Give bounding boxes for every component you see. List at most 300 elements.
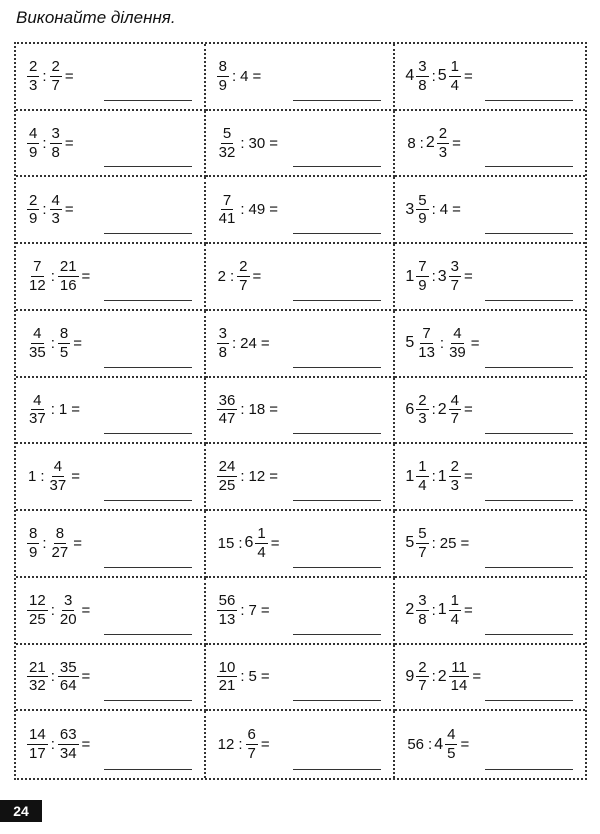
number: 56 bbox=[407, 736, 425, 754]
fraction-body bbox=[48, 459, 69, 494]
answer-line[interactable] bbox=[485, 300, 573, 301]
answer-line[interactable] bbox=[293, 100, 381, 101]
equals-sign: = bbox=[460, 736, 470, 754]
fraction-body bbox=[416, 193, 428, 228]
division-sign: : bbox=[232, 67, 237, 85]
equals-sign: = bbox=[472, 668, 482, 686]
expression bbox=[405, 193, 463, 228]
fraction-body bbox=[27, 660, 48, 695]
answer-line[interactable] bbox=[485, 166, 573, 167]
expression bbox=[216, 259, 264, 294]
number: 24 bbox=[240, 334, 257, 352]
numerator: 2 bbox=[438, 124, 448, 142]
whole-part: 2 bbox=[405, 601, 415, 619]
fraction-body bbox=[255, 526, 267, 561]
exercise-cell bbox=[206, 444, 396, 511]
answer-line[interactable] bbox=[104, 100, 192, 101]
answer-line[interactable] bbox=[293, 300, 381, 301]
fraction bbox=[216, 393, 239, 428]
answer-line[interactable] bbox=[104, 166, 192, 167]
equals-sign: = bbox=[260, 334, 270, 352]
fraction bbox=[216, 126, 239, 161]
number: 4 bbox=[439, 201, 449, 219]
expression bbox=[26, 193, 76, 228]
exercise-cell bbox=[16, 578, 206, 645]
whole-part: 2 bbox=[437, 400, 447, 418]
whole-part: 9 bbox=[405, 667, 415, 685]
answer-line[interactable] bbox=[293, 233, 381, 234]
fraction-body bbox=[217, 660, 238, 695]
fraction-body bbox=[27, 593, 48, 628]
denominator: 13 bbox=[418, 343, 435, 361]
fraction-body bbox=[27, 727, 48, 762]
equals-sign: = bbox=[452, 134, 461, 152]
denominator: 3 bbox=[438, 143, 448, 161]
fraction bbox=[57, 326, 71, 361]
expression bbox=[26, 727, 92, 762]
number: 25 bbox=[439, 534, 457, 552]
answer-line[interactable] bbox=[104, 233, 192, 234]
numerator: 14 bbox=[29, 726, 46, 744]
answer-line[interactable] bbox=[485, 233, 573, 234]
exercise-cell bbox=[395, 378, 585, 445]
numerator: 7 bbox=[422, 325, 431, 343]
numerator: 4 bbox=[453, 325, 462, 343]
answer-line[interactable] bbox=[485, 700, 573, 701]
fraction-body bbox=[27, 193, 39, 228]
equals-sign: = bbox=[464, 268, 473, 286]
expression bbox=[216, 727, 272, 762]
exercise-cell bbox=[206, 244, 396, 311]
answer-line[interactable] bbox=[104, 634, 192, 635]
fraction-body bbox=[50, 193, 62, 228]
whole-part: 1 bbox=[437, 467, 447, 485]
answer-line[interactable] bbox=[104, 367, 192, 368]
denominator: 32 bbox=[29, 677, 46, 695]
division-sign: : bbox=[230, 268, 235, 286]
denominator: 3 bbox=[51, 210, 60, 228]
expression bbox=[405, 593, 474, 628]
answer-line[interactable] bbox=[485, 100, 573, 101]
division-sign: : bbox=[42, 534, 47, 552]
denominator: 3 bbox=[418, 410, 427, 428]
fraction bbox=[26, 193, 40, 228]
equals-sign: = bbox=[64, 134, 74, 152]
expression bbox=[216, 126, 280, 161]
number: 4 bbox=[240, 67, 249, 85]
fraction bbox=[26, 326, 49, 361]
division-sign: : bbox=[240, 201, 245, 219]
numerator: 3 bbox=[51, 124, 60, 142]
number: 49 bbox=[248, 201, 266, 219]
division-sign: : bbox=[232, 334, 237, 352]
fraction bbox=[49, 193, 63, 228]
whole-part: 1 bbox=[405, 467, 415, 485]
numerator: 3 bbox=[418, 58, 427, 76]
equals-sign: = bbox=[81, 736, 91, 754]
denominator: 14 bbox=[450, 677, 468, 695]
expression bbox=[405, 393, 474, 428]
fraction-body bbox=[217, 59, 229, 94]
exercise-cell bbox=[395, 444, 585, 511]
division-sign: : bbox=[428, 736, 433, 754]
mixed-number bbox=[405, 326, 438, 361]
fraction-body bbox=[58, 660, 79, 695]
expression bbox=[26, 59, 76, 94]
answer-line[interactable] bbox=[293, 433, 381, 434]
answer-line[interactable] bbox=[293, 769, 381, 770]
numerator: 21 bbox=[59, 258, 77, 276]
division-sign: : bbox=[431, 401, 436, 419]
expression bbox=[405, 727, 471, 762]
division-sign: : bbox=[419, 134, 424, 152]
answer-line[interactable] bbox=[293, 567, 381, 568]
numerator: 4 bbox=[51, 191, 60, 209]
denominator: 3 bbox=[450, 477, 459, 495]
exercise-cell bbox=[395, 311, 585, 378]
whole-part: 1 bbox=[405, 267, 415, 285]
division-sign: : bbox=[439, 334, 445, 352]
fraction bbox=[26, 593, 49, 628]
division-sign: : bbox=[240, 134, 245, 152]
denominator: 39 bbox=[449, 343, 466, 361]
division-sign: : bbox=[240, 601, 245, 619]
denominator: 17 bbox=[29, 745, 46, 763]
expression bbox=[26, 526, 84, 561]
fraction bbox=[26, 727, 49, 762]
fraction-body bbox=[237, 259, 249, 294]
denominator: 5 bbox=[447, 745, 456, 763]
denominator: 7 bbox=[239, 277, 248, 295]
fraction bbox=[216, 59, 230, 94]
equals-sign: = bbox=[464, 401, 473, 419]
equals-sign: = bbox=[81, 668, 91, 686]
numerator: 3 bbox=[218, 325, 227, 343]
denominator: 25 bbox=[29, 610, 46, 628]
fraction-body bbox=[449, 59, 461, 94]
numerator: 5 bbox=[418, 191, 427, 209]
fraction bbox=[216, 660, 239, 695]
numerator: 10 bbox=[218, 658, 236, 676]
denominator: 4 bbox=[450, 610, 459, 628]
answer-line[interactable] bbox=[104, 769, 192, 770]
exercise-cell bbox=[395, 711, 585, 778]
fraction bbox=[49, 126, 63, 161]
whole-part: 5 bbox=[405, 534, 415, 552]
whole-part: 1 bbox=[437, 601, 447, 619]
fraction bbox=[26, 126, 40, 161]
numerator: 7 bbox=[418, 258, 427, 276]
fraction bbox=[26, 259, 49, 294]
number: 5 bbox=[248, 668, 257, 686]
mixed-number bbox=[405, 526, 429, 561]
whole-part: 5 bbox=[405, 334, 415, 352]
denominator: 7 bbox=[418, 543, 427, 561]
division-sign: : bbox=[50, 668, 55, 686]
expression bbox=[405, 660, 483, 695]
exercise-cell bbox=[206, 44, 396, 111]
answer-line[interactable] bbox=[485, 769, 573, 770]
answer-line[interactable] bbox=[104, 433, 192, 434]
numerator: 21 bbox=[29, 658, 46, 676]
mixed-number bbox=[405, 193, 429, 228]
numerator: 12 bbox=[29, 591, 46, 609]
expression bbox=[26, 593, 92, 628]
denominator: 27 bbox=[51, 543, 69, 561]
answer-line[interactable] bbox=[104, 500, 192, 501]
fraction-body bbox=[58, 593, 79, 628]
equals-sign: = bbox=[464, 601, 473, 619]
division-sign: : bbox=[50, 401, 55, 419]
exercise-cell bbox=[206, 645, 396, 712]
mixed-number bbox=[438, 59, 462, 94]
fraction-body bbox=[445, 727, 457, 762]
numerator: 56 bbox=[218, 591, 236, 609]
denominator: 37 bbox=[49, 477, 67, 495]
division-sign: : bbox=[42, 201, 47, 219]
denominator: 8 bbox=[218, 343, 227, 361]
denominator: 7 bbox=[418, 677, 427, 695]
fraction bbox=[26, 526, 40, 561]
exercise-cell bbox=[395, 645, 585, 712]
fraction bbox=[49, 59, 63, 94]
division-sign: : bbox=[40, 468, 45, 486]
denominator: 4 bbox=[418, 477, 427, 495]
fraction-body bbox=[437, 126, 449, 161]
expression bbox=[216, 593, 272, 628]
expression bbox=[26, 393, 82, 428]
denominator: 47 bbox=[218, 410, 236, 428]
denominator: 35 bbox=[29, 343, 46, 361]
mixed-number bbox=[405, 593, 429, 628]
division-sign: : bbox=[42, 134, 47, 152]
expression bbox=[216, 459, 280, 494]
division-sign: : bbox=[431, 534, 436, 552]
fraction-body bbox=[416, 393, 428, 428]
mixed-number bbox=[438, 459, 462, 494]
fraction-body bbox=[27, 326, 48, 361]
page-title: Виконайте ділення. bbox=[16, 8, 176, 27]
mixed-number bbox=[434, 727, 458, 762]
fraction-body bbox=[217, 126, 238, 161]
denominator: 34 bbox=[59, 745, 77, 763]
expression bbox=[216, 326, 272, 361]
exercise-cell bbox=[395, 111, 585, 178]
numerator: 2 bbox=[29, 58, 38, 76]
denominator: 8 bbox=[418, 610, 427, 628]
fraction bbox=[216, 459, 239, 494]
denominator: 9 bbox=[29, 210, 38, 228]
answer-line[interactable] bbox=[293, 700, 381, 701]
division-sign: : bbox=[240, 468, 245, 486]
numerator: 2 bbox=[239, 258, 248, 276]
fraction bbox=[216, 326, 230, 361]
denominator: 20 bbox=[59, 610, 77, 628]
number: 8 bbox=[407, 134, 416, 152]
fraction-body bbox=[58, 259, 79, 294]
fraction-body bbox=[50, 526, 71, 561]
division-sign: : bbox=[50, 334, 55, 352]
answer-line[interactable] bbox=[485, 500, 573, 501]
denominator: 21 bbox=[218, 677, 236, 695]
division-sign: : bbox=[50, 268, 55, 286]
numerator: 24 bbox=[218, 458, 236, 476]
exercise-cell bbox=[16, 645, 206, 712]
whole-part: 4 bbox=[405, 67, 415, 85]
denominator: 37 bbox=[29, 410, 46, 428]
division-sign: : bbox=[238, 534, 243, 552]
division-sign: : bbox=[431, 201, 436, 219]
expression bbox=[405, 259, 474, 294]
numerator: 4 bbox=[447, 726, 456, 744]
fraction-body bbox=[449, 459, 461, 494]
answer-line[interactable] bbox=[104, 300, 192, 301]
division-sign: : bbox=[431, 601, 436, 619]
equals-sign: = bbox=[269, 134, 278, 152]
division-sign: : bbox=[50, 601, 55, 619]
exercise-cell bbox=[395, 44, 585, 111]
whole-part: 3 bbox=[437, 267, 447, 285]
denominator: 9 bbox=[29, 543, 38, 561]
numerator: 4 bbox=[33, 391, 42, 409]
denominator: 3 bbox=[29, 76, 38, 94]
number: 1 bbox=[28, 468, 37, 486]
denominator: 25 bbox=[218, 477, 236, 495]
exercise-cell bbox=[206, 177, 396, 244]
equals-sign: = bbox=[81, 268, 91, 286]
answer-line[interactable] bbox=[293, 166, 381, 167]
mixed-number bbox=[426, 126, 450, 161]
numerator: 6 bbox=[247, 726, 256, 744]
expression bbox=[216, 526, 282, 561]
equals-sign: = bbox=[460, 534, 470, 552]
equals-sign: = bbox=[64, 67, 74, 85]
fraction-body bbox=[27, 126, 39, 161]
fraction-body bbox=[449, 593, 461, 628]
numerator: 2 bbox=[51, 58, 60, 76]
answer-line[interactable] bbox=[485, 567, 573, 568]
fraction-body bbox=[27, 526, 39, 561]
fraction-body bbox=[416, 326, 437, 361]
exercise-cell bbox=[16, 44, 206, 111]
division-sign: : bbox=[50, 736, 55, 754]
number: 1 bbox=[58, 401, 68, 419]
expression bbox=[216, 193, 280, 228]
fraction bbox=[49, 526, 72, 561]
fraction-body bbox=[217, 593, 238, 628]
exercise-cell bbox=[16, 711, 206, 778]
equals-sign: = bbox=[73, 534, 82, 552]
fraction-body bbox=[27, 259, 48, 294]
denominator: 32 bbox=[218, 143, 236, 161]
mixed-number bbox=[405, 660, 429, 695]
denominator: 41 bbox=[218, 210, 236, 228]
answer-line[interactable] bbox=[293, 500, 381, 501]
page-number: 24 bbox=[0, 800, 42, 822]
expression bbox=[405, 59, 474, 94]
equals-sign: = bbox=[269, 468, 278, 486]
exercise-cell bbox=[16, 511, 206, 578]
division-sign: : bbox=[240, 668, 245, 686]
denominator: 4 bbox=[257, 543, 266, 561]
equals-sign: = bbox=[464, 468, 473, 486]
answer-line[interactable] bbox=[485, 634, 573, 635]
expression bbox=[26, 660, 92, 695]
exercise-cell bbox=[16, 311, 206, 378]
fraction-body bbox=[50, 59, 62, 94]
expression bbox=[405, 459, 474, 494]
fraction bbox=[446, 326, 469, 361]
denominator: 13 bbox=[218, 610, 236, 628]
exercise-cell bbox=[206, 511, 396, 578]
whole-part: 6 bbox=[244, 534, 254, 552]
answer-line[interactable] bbox=[104, 700, 192, 701]
exercise-cell bbox=[206, 711, 396, 778]
exercise-grid bbox=[14, 42, 587, 780]
exercise-cell bbox=[16, 444, 206, 511]
denominator: 7 bbox=[450, 410, 459, 428]
answer-line[interactable] bbox=[293, 367, 381, 368]
number: 12 bbox=[217, 736, 235, 754]
fraction-body bbox=[50, 126, 62, 161]
whole-part: 2 bbox=[437, 667, 447, 685]
mixed-number bbox=[438, 593, 462, 628]
fraction-body bbox=[217, 393, 238, 428]
fraction bbox=[236, 259, 250, 294]
fraction bbox=[57, 593, 80, 628]
number: 15 bbox=[217, 534, 235, 552]
fraction-body bbox=[447, 326, 468, 361]
fraction bbox=[26, 660, 49, 695]
mixed-number bbox=[405, 259, 429, 294]
denominator: 7 bbox=[51, 76, 60, 94]
fraction-body bbox=[217, 459, 238, 494]
equals-sign: = bbox=[260, 601, 270, 619]
answer-line[interactable] bbox=[104, 567, 192, 568]
fraction bbox=[26, 393, 49, 428]
expression bbox=[216, 393, 280, 428]
fraction-body bbox=[449, 660, 470, 695]
expression bbox=[216, 660, 272, 695]
numerator: 5 bbox=[418, 525, 427, 543]
division-sign: : bbox=[431, 268, 436, 286]
answer-line[interactable] bbox=[485, 433, 573, 434]
denominator: 12 bbox=[29, 277, 46, 295]
numerator: 4 bbox=[450, 391, 459, 409]
denominator: 8 bbox=[418, 76, 427, 94]
numerator: 1 bbox=[450, 591, 459, 609]
division-sign: : bbox=[431, 67, 436, 85]
fraction-body bbox=[416, 593, 428, 628]
denominator: 8 bbox=[51, 143, 60, 161]
numerator: 4 bbox=[53, 458, 63, 476]
denominator: 7 bbox=[450, 277, 459, 295]
equals-sign: = bbox=[252, 67, 262, 85]
division-sign: : bbox=[42, 67, 47, 85]
equals-sign: = bbox=[269, 401, 278, 419]
numerator: 63 bbox=[59, 726, 77, 744]
numerator: 8 bbox=[29, 525, 38, 543]
answer-line[interactable] bbox=[485, 367, 573, 368]
equals-sign: = bbox=[64, 201, 74, 219]
fraction bbox=[245, 727, 259, 762]
fraction-body bbox=[58, 326, 70, 361]
equals-sign: = bbox=[81, 601, 91, 619]
answer-line[interactable] bbox=[293, 634, 381, 635]
exercise-cell bbox=[206, 111, 396, 178]
equals-sign: = bbox=[71, 468, 80, 486]
fraction bbox=[57, 259, 80, 294]
